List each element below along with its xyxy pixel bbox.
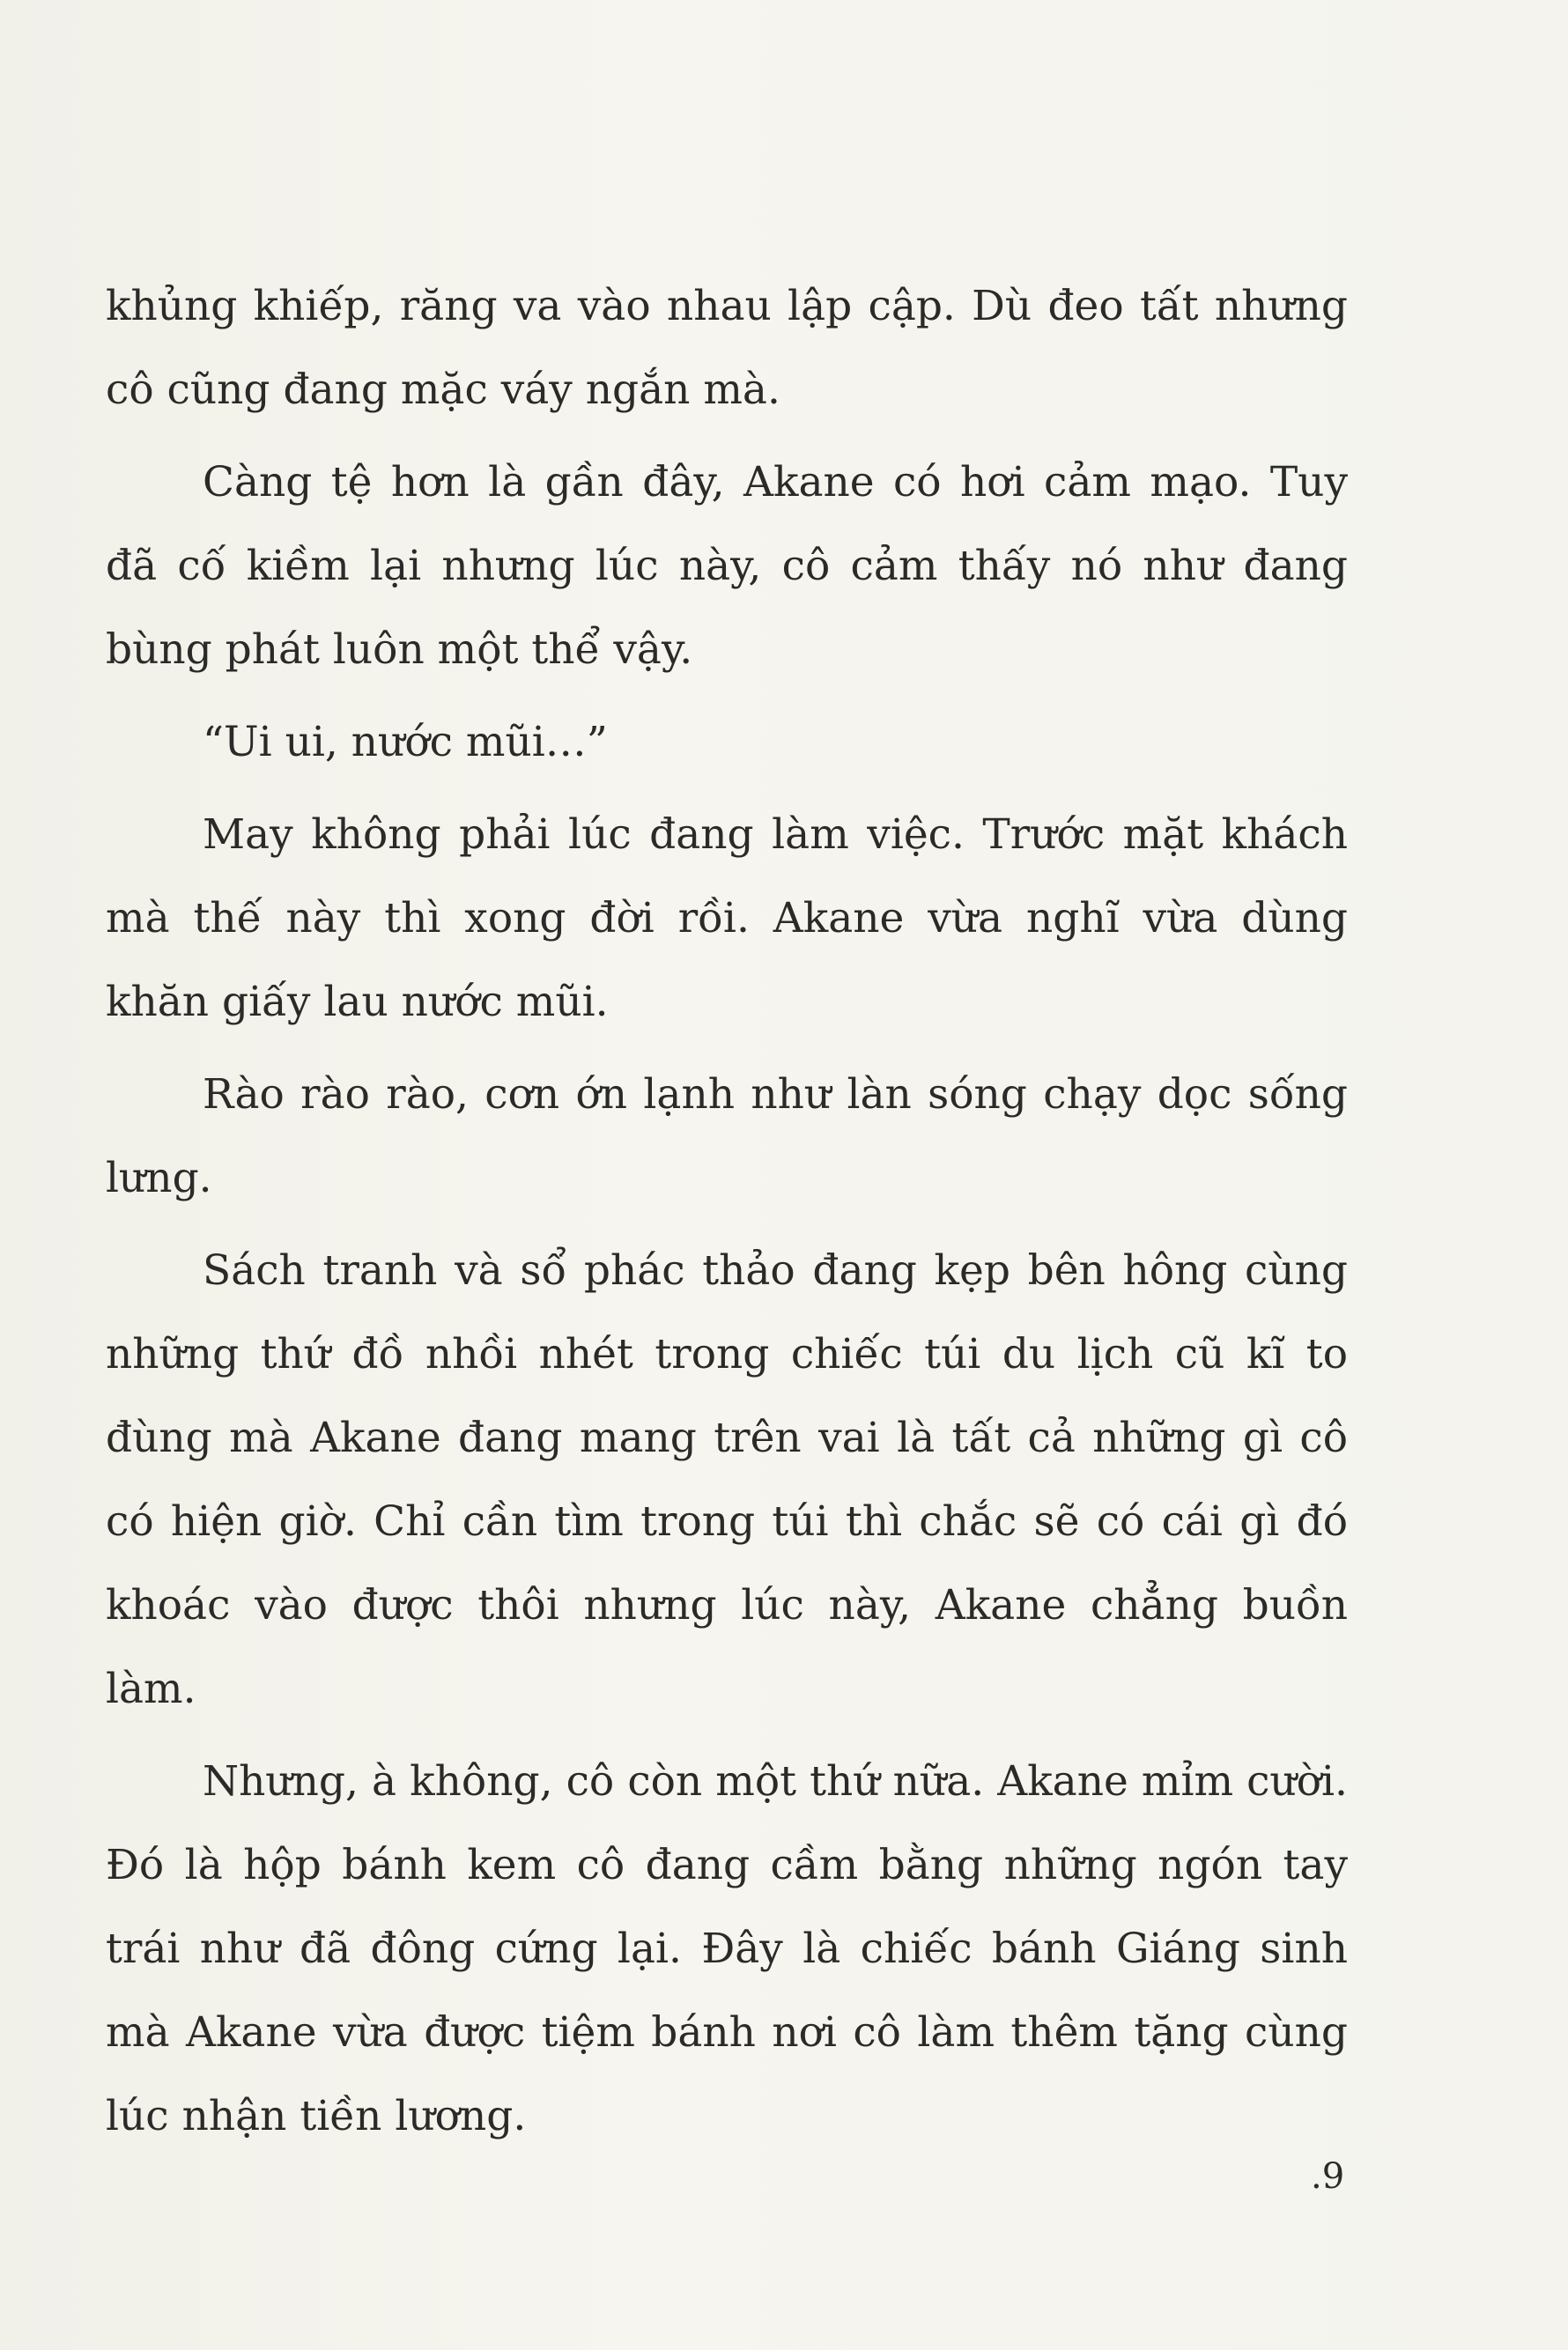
paragraph-4: May không phải lúc đang làm việc. Trước mặt khách mà thế này thì xong đời rồi. Akane vừa nghĩ vừa dùng khăn giấy lau nước mũi. [106,810,1348,1026]
page-number: .9 [1311,2156,1345,2197]
paragraph-6: Sách tranh và sổ phác thảo đang kẹp bên hông cùng những thứ đồ nhồi nhét trong chiếc túi du lịch cũ kĩ to đùng mà Akane đang mang trên vai là tất cả những gì cô có hiện giờ. Chỉ cần tìm trong túi thì chắc sẽ có cái gì đó khoác vào được thôi nhưng lúc này, Akane chẳng buồn làm. [106,1246,1348,1713]
paragraph-3: “Ui ui, nước mũi…” [203,718,608,766]
paragraph-7: Nhưng, à không, cô còn một thứ nữa. Akane mỉm cười. Đó là hộp bánh kem cô đang cầm bằng những ngón tay trái như đã đông cứng lại. Đây là chiếc bánh Giáng sinh mà Akane vừa được tiệm bánh nơi cô làm thêm tặng cùng lúc nhận tiền lương. [106,1757,1348,2140]
paragraph-2: Càng tệ hơn là gần đây, Akane có hơi cảm mạo. Tuy đã cố kiềm lại nhưng lúc này, cô cảm thấy nó như đang bùng phát luôn một thể vậy. [106,458,1348,674]
paragraph-5: Rào rào rào, cơn ớn lạnh như làn sóng chạy dọc sống lưng. [106,1070,1348,1202]
body-text [106,264,1348,2158]
paragraph-1: khủng khiếp, răng va vào nhau lập cập. Dù đeo tất nhưng cô cũng đang mặc váy ngắn mà. [106,282,1348,414]
